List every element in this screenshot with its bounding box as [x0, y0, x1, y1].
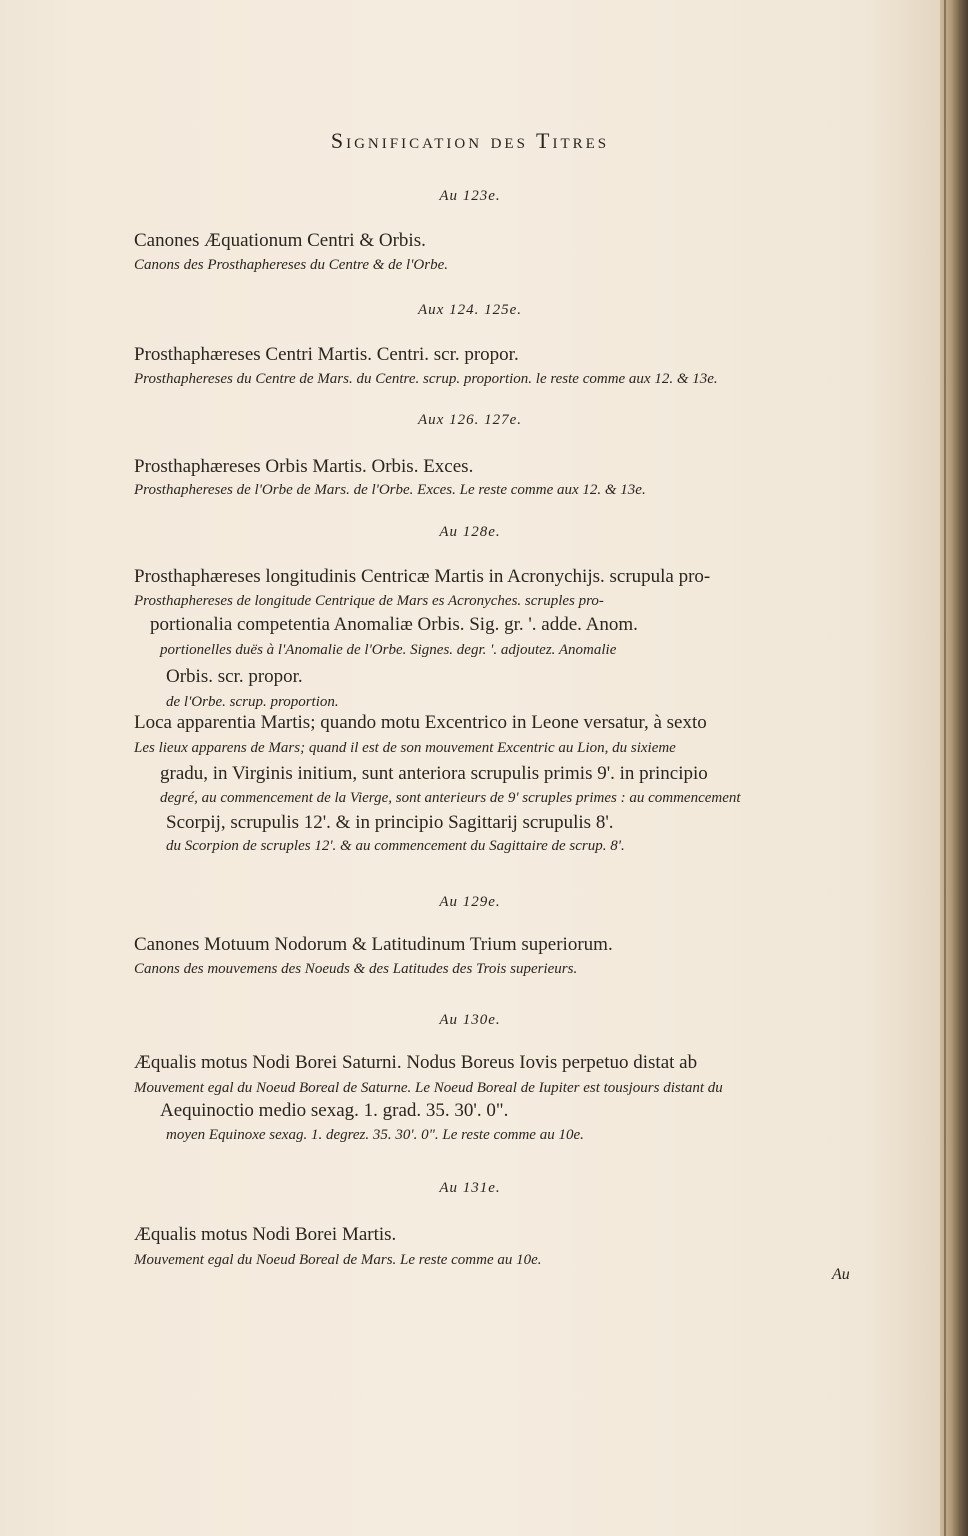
french-line: Prosthaphereses du Centre de Mars. du Centre. scrup. proportion. le reste comme aux 12. & 13e.: [134, 371, 718, 387]
latin-line: Æqualis motus Nodi Borei Saturni. Nodus Boreus Iovis perpetuo distat ab: [134, 1052, 698, 1073]
french-line: du Scorpion de scruples 12'. & au commencement du Sagittaire de scrup. 8'.: [166, 838, 625, 854]
latin-line: Loca apparentia Martis; quando motu Excentrico in Leone versatur, à sexto: [134, 712, 707, 733]
french-line: portionelles duës à l'Anomalie de l'Orbe. Signes. degr. '. adjoutez. Anomalie: [160, 642, 617, 658]
latin-line: Aequinoctio medio sexag. 1. grad. 35. 30'. 0".: [160, 1100, 509, 1121]
french-line: de l'Orbe. scrup. proportion.: [166, 694, 339, 710]
french-line: Canons des mouvemens des Noeuds & des Latitudes des Trois superieurs.: [134, 961, 578, 977]
page-gutter-line: [944, 0, 946, 1536]
latin-line: Orbis. scr. propor.: [166, 666, 303, 687]
french-line: moyen Equinoxe sexag. 1. degrez. 35. 30'. 0". Le reste comme au 10e.: [166, 1127, 584, 1143]
section-heading: Au 129e.: [439, 894, 501, 910]
latin-line: Canones Motuum Nodorum & Latitudinum Trium superiorum.: [134, 934, 613, 955]
french-line: Les lieux apparens de Mars; quand il est de son mouvement Excentric au Lion, du sixieme: [134, 740, 676, 756]
latin-line: Prosthaphæreses Orbis Martis. Orbis. Exces.: [134, 456, 474, 477]
latin-line: Prosthaphæreses longitudinis Centricæ Martis in Acronychijs. scrupula pro-: [134, 566, 711, 587]
section-heading: Au 128e.: [439, 524, 501, 540]
latin-line: Canones Æquationum Centri & Orbis.: [134, 230, 426, 251]
catchword: Au: [832, 1266, 850, 1283]
latin-line: gradu, in Virginis initium, sunt anteriora scrupulis primis 9'. in principio: [160, 763, 708, 784]
latin-line: Prosthaphæreses Centri Martis. Centri. scr. propor.: [134, 344, 519, 365]
section-heading: Au 130e.: [439, 1012, 501, 1028]
section-heading: Au 123e.: [439, 188, 501, 204]
french-line: Mouvement egal du Noeud Boreal de Mars. Le reste comme au 10e.: [134, 1252, 542, 1268]
french-line: degré, au commencement de la Vierge, sont anterieurs de 9' scruples primes : au commencement: [160, 790, 741, 806]
french-line: Mouvement egal du Noeud Boreal de Saturne. Le Noeud Boreal de Iupiter est tousjours distant du: [134, 1080, 723, 1096]
page-title: Signification des Titres: [330, 128, 610, 153]
latin-line: Scorpij, scrupulis 12'. & in principio Sagittarij scrupulis 8'.: [166, 812, 614, 833]
french-line: Prosthaphereses de l'Orbe de Mars. de l'Orbe. Exces. Le reste comme aux 12. & 13e.: [134, 482, 646, 498]
latin-line: portionalia competentia Anomaliæ Orbis. Sig. gr. '. adde. Anom.: [150, 614, 638, 635]
section-heading: Aux 126. 127e.: [418, 412, 522, 428]
latin-line: Æqualis motus Nodi Borei Martis.: [134, 1224, 397, 1245]
section-heading: Au 131e.: [439, 1180, 501, 1196]
french-line: Prosthaphereses de longitude Centrique de Mars es Acronyches. scruples pro-: [134, 593, 604, 609]
section-heading: Aux 124. 125e.: [418, 302, 522, 318]
french-line: Canons des Prosthaphereses du Centre & de l'Orbe.: [134, 257, 449, 273]
